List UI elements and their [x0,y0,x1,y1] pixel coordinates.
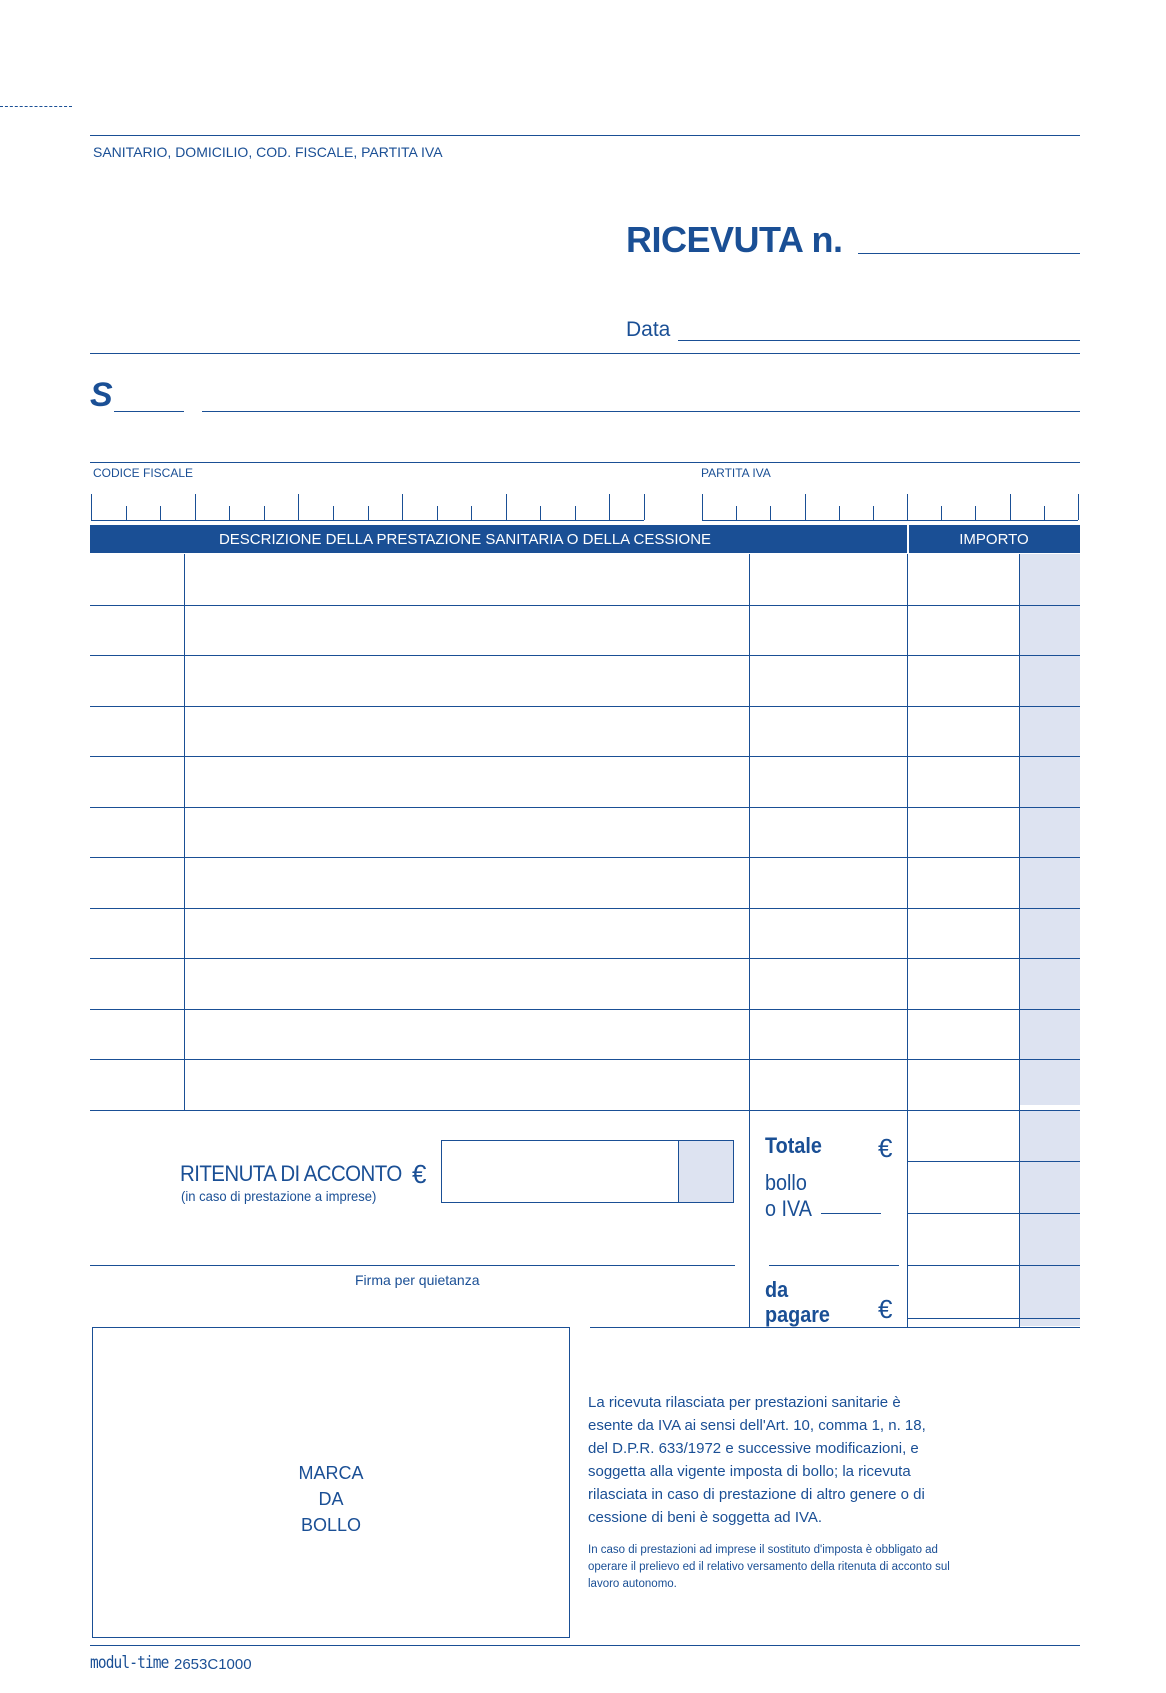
char-box-tick [437,506,438,520]
char-box-tick [702,494,703,520]
cents-column-shade [1019,554,1080,1105]
table-row[interactable] [90,605,1080,606]
vat-rate-field[interactable] [821,1213,881,1214]
table-row[interactable] [90,807,1080,808]
totals-amount-divider [907,1110,908,1327]
char-box-tick [264,506,265,520]
char-box-tick [540,506,541,520]
recipient-name-field[interactable] [202,411,1080,412]
table-row[interactable] [90,706,1080,707]
char-box-tick [644,494,645,520]
bollo-row-bottom [907,1213,1080,1214]
char-box-tick [1044,506,1045,520]
codice-fiscale-label: CODICE FISCALE [93,466,194,480]
char-box-tick [736,506,737,520]
char-box-tick [195,494,196,520]
char-box-tick [402,494,403,520]
table-column-divider [184,554,185,1110]
table-row[interactable] [90,958,1080,959]
char-box-tick [770,506,771,520]
note-top-rule [590,1327,907,1328]
stamp-line2: DA [318,1489,344,1509]
char-box-tick [873,506,874,520]
table-row[interactable] [90,857,1080,858]
product-code: 2653C1000 [174,1656,252,1673]
due-label-line1: da [765,1277,789,1302]
partita-iva-baseline [702,520,1078,521]
char-box-tick [298,494,299,520]
withholding-cents-box[interactable] [678,1141,733,1202]
due-row-bottom [907,1318,1080,1319]
char-box-tick [805,494,806,520]
bollo-label [765,1170,812,1222]
header-top-rule [90,135,1080,136]
char-box-tick [91,494,92,520]
withholding-subtitle: (in caso di prestazione a imprese) [181,1188,377,1204]
totals-cents-divider [1019,1110,1020,1327]
description-column-header: DESCRIZIONE DELLA PRESTAZIONE SANITARIA O DELLA CESSIONE [218,531,712,548]
codice-fiscale-baseline [91,520,644,521]
char-box-tick [907,494,908,520]
bollo-label-line1: bollo [765,1170,807,1195]
table-row[interactable] [90,908,1080,909]
total-row-top [907,1110,1080,1111]
tax-id-rule [90,462,1080,463]
char-box-tick [229,506,230,520]
due-currency: € [878,1294,893,1324]
char-box-tick [941,506,942,520]
receipt-title: RICEVUTA n. [626,219,843,260]
revenue-stamp-label [92,1460,570,1538]
signature-label: Firma per quietanza [355,1272,480,1288]
table-column-divider [1019,554,1020,1110]
date-label: Data [626,318,671,341]
table-column-divider [749,554,750,1110]
bollo-row-top [907,1161,1080,1162]
issuer-caption: SANITARIO, DOMICILIO, COD. FISCALE, PARTITA IVA [93,144,443,160]
char-box-tick [839,506,840,520]
amount-column-header: IMPORTO [959,531,1029,548]
summary-divider [749,1110,750,1327]
char-box-tick [575,506,576,520]
due-label-line2: pagare [765,1302,830,1327]
legal-note-small: In caso di prestazioni ad imprese il sostituto d'imposta è obbligato ad operare il prelievo ed il relativo versamento della ritenuta di acconto sul lavoro autonomo. [588,1544,950,1590]
brand-logo: modul-time [90,1653,169,1673]
recipient-label: S [90,376,113,414]
bollo-label-line2: o IVA [765,1196,812,1221]
totals-cents-shade [1019,1111,1080,1326]
char-box-tick [975,506,976,520]
char-box-tick [506,494,507,520]
char-box-tick [160,506,161,520]
table-column-divider [907,554,908,1110]
withholding-label: RITENUTA DI ACCONTO [180,1161,402,1186]
stamp-line3: BOLLO [300,1515,362,1535]
stamp-line1: MARCA [298,1463,364,1483]
due-label [765,1277,830,1327]
header-bottom-rule [90,353,1080,354]
partita-iva-label: PARTITA IVA [701,466,771,480]
total-currency: € [878,1133,893,1163]
char-box-tick [471,506,472,520]
withholding-currency: € [412,1159,427,1189]
table-row[interactable] [90,655,1080,656]
char-box-tick [1010,494,1011,520]
due-row-top [907,1265,1080,1266]
partita-iva-boxes[interactable] [702,494,1078,520]
date-field[interactable] [678,340,1080,341]
char-box-tick [126,506,127,520]
table-row[interactable] [90,1059,1080,1060]
cut-line [0,106,72,107]
footer-rule [90,1645,1080,1646]
codice-fiscale-boxes[interactable] [91,494,644,520]
signature-field[interactable] [90,1265,735,1266]
summary-top-rule [90,1110,750,1111]
char-box-tick [368,506,369,520]
legal-note: La ricevuta rilasciata per prestazioni sanitarie è esente da IVA ai sensi dell'Art. 10, comma 1, n. 18, del D.P.R. 633/1972 e successive modificazioni, e soggetta alla vigente imposta di bollo; la ricevuta rilasciata in caso di prestazione di altro genere o di cessione di beni è soggetta ad IVA. [588,1394,926,1526]
table-row[interactable] [90,1009,1080,1010]
due-separator [769,1265,899,1266]
char-box-tick [609,494,610,520]
total-label: Totale [765,1133,822,1158]
recipient-title-field[interactable] [114,411,184,412]
char-box-tick [1078,494,1079,520]
receipt-number-field[interactable] [858,253,1080,254]
totals-bottom-rule [907,1327,1080,1328]
table-row[interactable] [90,756,1080,757]
char-box-tick [333,506,334,520]
